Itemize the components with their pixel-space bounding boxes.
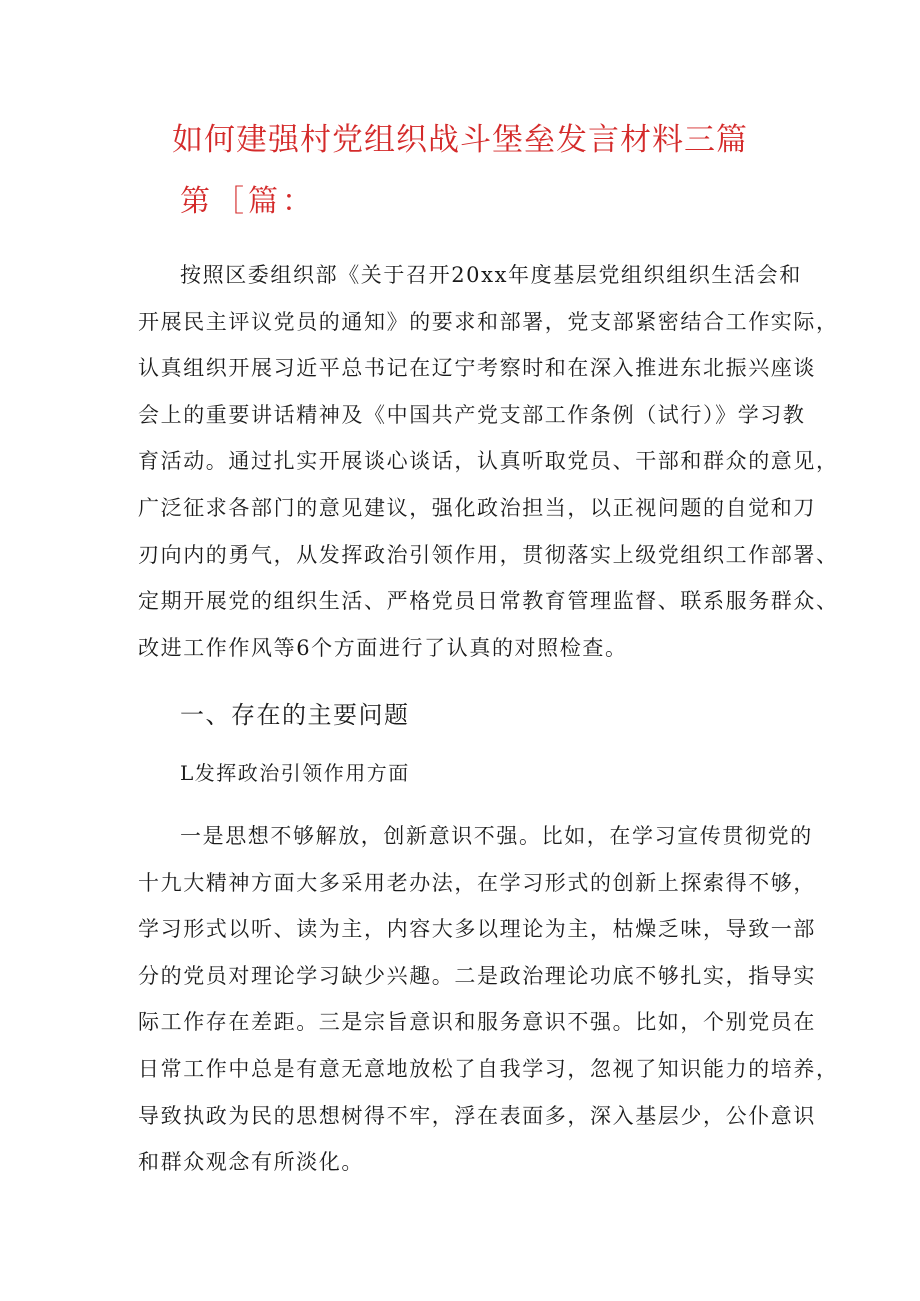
part-heading: 第［篇： [180, 184, 316, 219]
section-heading: 一、存在的主要问题 [180, 701, 410, 729]
paragraph-line: 广泛征求各部门的意见建议，强化政治担当，以正视问题的自觉和刀 [138, 495, 816, 520]
body-paragraph [138, 813, 839, 1186]
paragraph-line: 会上的重要讲话精神及《中国共产党支部工作条例（试行）》学习教 [138, 402, 806, 427]
paragraph-line: 认真组织开展习近平总书记在辽宁考察时和在深入推进东北振兴座谈 [138, 356, 816, 381]
paragraph-line: 按照区委组织部《关于召开20xx年度基层党组织组织生活会和 [180, 263, 802, 287]
paragraph-line: 开展民主评议党员的通知》的要求和部署，党支部紧密结合工作实际， [138, 309, 839, 334]
paragraph-line: 十九大精神方面大多采用老办法，在学习形式的创新上探索得不够， [138, 870, 816, 895]
paragraph-line: 学习形式以听、读为主，内容大多以理论为主，枯燥乏味，导致一部 [138, 917, 816, 942]
paragraph-line: 际工作存在差距。三是宗旨意识和服务意识不强。比如，个别党员在 [138, 1010, 816, 1035]
intro-paragraph [138, 252, 839, 671]
paragraph-line: 定期开展党的组织生活、严格党员日常教育管理监督、联系服务群众、 [138, 589, 839, 614]
paragraph-line: 育活动。通过扎实开展谈心谈话，认真听取党员、干部和群众的意见， [138, 449, 839, 474]
paragraph-line: 日常工作中总是有意无意地放松了自我学习，忽视了知识能力的培养， [138, 1056, 839, 1081]
sub-heading: L发挥政治引领作用方面 [180, 761, 410, 785]
paragraph-line: 刃向内的勇气，从发挥政治引领作用，贯彻落实上级党组织工作部署、 [138, 542, 839, 567]
paragraph-line: 一是思想不够解放，创新意识不强。比如，在学习宣传贯彻党的 [180, 824, 813, 848]
document-title: 如何建强村党组织战斗堡垒发言材料三篇 [172, 122, 748, 158]
paragraph-line: 导致执政为民的思想树得不牢，浮在表面多，深入基层少，公仆意识 [138, 1103, 816, 1128]
paragraph-line: 分的党员对理论学习缺少兴趣。二是政治理论功底不够扎实，指导实 [138, 963, 816, 988]
paragraph-line: 改进工作作风等6个方面进行了认真的对照检查。 [138, 635, 628, 660]
paragraph-line: 和群众观念有所淡化。 [138, 1150, 364, 1175]
